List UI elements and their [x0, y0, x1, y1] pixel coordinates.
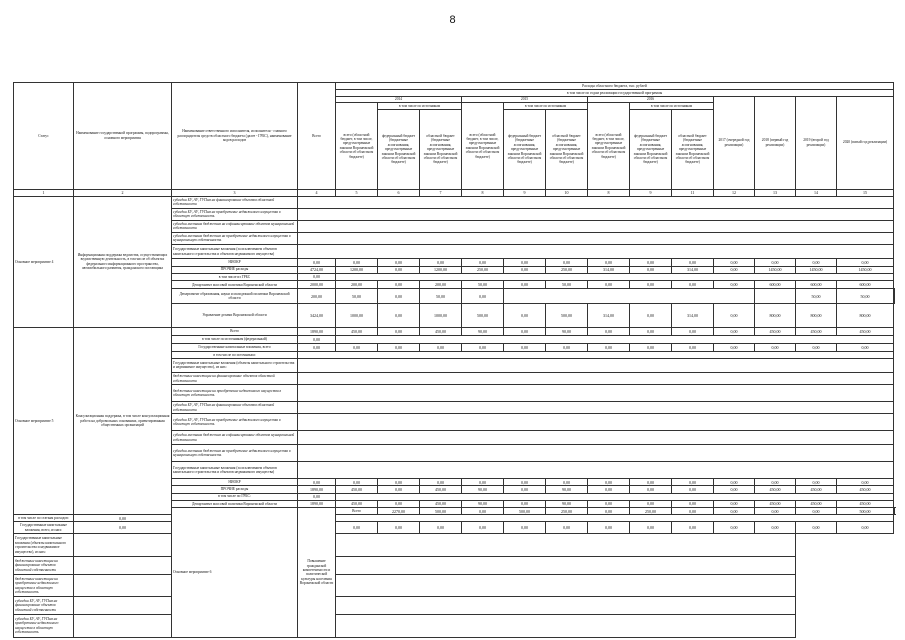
header-2014-obl: областной бюджет (бюджетные ассигнования, предусмотренные законом Воронежской области об областном бюджете) — [420, 110, 462, 190]
cell: 0,00 — [755, 479, 796, 486]
cell: 50,00 — [796, 289, 837, 303]
cell: 1890,00 — [298, 500, 336, 507]
measure6-status: Основное мероприятие 6 — [172, 507, 298, 637]
table-row — [14, 515, 895, 522]
cell: 0,00 — [672, 281, 714, 289]
cell: 0,00 — [630, 343, 672, 351]
cell: 0,00 — [298, 273, 336, 280]
cell: 0,00 — [588, 281, 630, 289]
row-label: НИОКР — [172, 259, 298, 266]
measure5-item: Государственные капитальные вложения (за исключением объектов капитального строительства и объектов недвижимого имущества) — [172, 462, 298, 479]
cell: 0,00 — [378, 266, 420, 273]
cell: 0,00 — [298, 343, 336, 351]
cell: 0,00 — [504, 328, 546, 336]
cell: 0,00 — [378, 303, 420, 327]
header-year-2017: 2017 (очередной год реализации) — [714, 96, 755, 189]
header-year-2014: 2014 — [336, 96, 462, 103]
cell: 800,00 — [796, 303, 837, 327]
header-2015-obl: областной бюджет (бюджетные ассигнования, предусмотренные законом Воронежской области об областном бюджете) — [546, 110, 588, 190]
measure5-item: в том числе по источникам: — [172, 352, 298, 359]
cell: 450,00 — [755, 500, 796, 507]
index-cell: 11 — [672, 189, 714, 196]
cell: 0,00 — [462, 522, 504, 534]
cell: 0,00 — [378, 281, 420, 289]
cell: 0,00 — [462, 343, 504, 351]
cell: 0,00 — [504, 479, 546, 486]
header-program: Наименование государственной программы, подпрограммы, основного мероприятия — [74, 83, 172, 190]
header-2014-all: всего (областной бюджет, в том числе, предусмотренные законом Воронежской области об областном бюджете) — [336, 103, 378, 189]
cell: 0,00 — [630, 500, 672, 507]
header-status: Статус — [14, 83, 74, 190]
cell: 0,00 — [298, 259, 336, 266]
cell: 0,00 — [546, 522, 588, 534]
cell: 0,00 — [630, 266, 672, 273]
header-total: Всего — [298, 83, 336, 190]
row-label: Всего — [172, 328, 298, 336]
cell: 1450,00 — [837, 266, 894, 273]
cell: 0,00 — [714, 259, 755, 266]
cell: 0,00 — [630, 303, 672, 327]
header-top-sub: в том числе по годам реализации государственной программы — [336, 90, 894, 97]
measure5-item: субсидии местным бюджетам на приобретение недвижимого имущества в муниципальную собственность — [172, 445, 298, 462]
cell: 250,00 — [462, 266, 504, 273]
cell: 0,00 — [462, 479, 504, 486]
measure4-item: субсидии БУ, АУ, ГУПам на приобретение недвижимого имущества в областную собственность — [172, 208, 298, 220]
cell: 600,00 — [796, 281, 837, 289]
header-2016-fed: федеральный бюджет (бюджетные ассигнования, предусмотренные законом Воронежской области об областном бюджете) — [630, 110, 672, 190]
header-2016-obl: областной бюджет (бюджетные ассигнования, предусмотренные законом Воронежской области об областном бюджете) — [672, 110, 714, 190]
cell: 2270,00 — [378, 507, 420, 514]
cell: 200,00 — [420, 281, 462, 289]
row-label: в том числе из ГРБС — [172, 273, 298, 280]
row-label: Департамент массовой политики Воронежской области — [172, 500, 298, 507]
cell: 0,00 — [378, 289, 420, 303]
cell: 2000,00 — [298, 281, 336, 289]
measure4-status: Основное мероприятие 4 — [14, 196, 74, 327]
cell: 0,00 — [546, 259, 588, 266]
cell: 450,00 — [420, 328, 462, 336]
cell: 800,00 — [755, 303, 796, 327]
cell: 0,00 — [462, 289, 504, 303]
cell: 0,00 — [796, 259, 837, 266]
measure4-item: Государственные капитальные вложения (за исключением объектов капитального строительства и объектов недвижимого имущества) — [172, 244, 298, 258]
cell: 600,00 — [755, 281, 796, 289]
cell: 0,00 — [504, 522, 546, 534]
cell: 0,00 — [837, 343, 894, 351]
index-cell: 15 — [837, 189, 894, 196]
cell: 0,00 — [336, 259, 378, 266]
cell: 0,00 — [672, 343, 714, 351]
cell: 0,00 — [672, 500, 714, 507]
cell: 0,00 — [755, 522, 796, 534]
cell: 0,00 — [462, 259, 504, 266]
cell: 500,00 — [837, 507, 894, 514]
cell: 0,00 — [837, 259, 894, 266]
cell: 0,00 — [630, 479, 672, 486]
header-2015-fed: федеральный бюджет (бюджетные ассигнования, предусмотренные законом Воронежской области об областном бюджете) — [504, 110, 546, 190]
cell: 1890,00 — [298, 486, 336, 493]
cell: 0,00 — [504, 259, 546, 266]
cell: 250,00 — [546, 266, 588, 273]
row-label: Государственные капитальные вложения, всего — [172, 343, 298, 351]
cell: 0,00 — [74, 522, 172, 534]
index-cell: 9 — [630, 189, 672, 196]
cell: 0,00 — [588, 507, 630, 514]
table-row — [14, 328, 895, 336]
cell: 0,00 — [504, 500, 546, 507]
header-executor: Наименование ответственного исполнителя, исполнителя - главного распорядителя средств областного бюджета (далее - ГРБС), наименование кодов расходов — [172, 83, 298, 190]
header-2016-all: всего (областной бюджет, в том числе, предусмотренные законом Воронежской области об областном бюджете) — [588, 103, 630, 189]
index-row — [14, 189, 895, 196]
cell: 0,00 — [462, 507, 504, 514]
cell: 1200,00 — [336, 266, 378, 273]
cell: 3424,00 — [298, 303, 336, 327]
cell: 450,00 — [755, 486, 796, 493]
cell: 0,00 — [755, 343, 796, 351]
cell: 0,00 — [588, 522, 630, 534]
cell — [894, 507, 895, 514]
cell: 0,00 — [796, 507, 837, 514]
cell: 90,00 — [546, 328, 588, 336]
index-cell: 1 — [14, 189, 74, 196]
cell: 0,00 — [755, 259, 796, 266]
cell: 0,00 — [336, 522, 378, 534]
header-2016-incl: в том числе по источникам — [630, 103, 714, 110]
cell: 1200,00 — [420, 266, 462, 273]
cell: 0,00 — [672, 259, 714, 266]
cell: 0,00 — [504, 266, 546, 273]
cell: 0,00 — [714, 500, 755, 507]
header-year-2020: 2020 (пятый год реализации) — [837, 96, 894, 189]
cell: 0,00 — [630, 259, 672, 266]
cell: 0,00 — [714, 479, 755, 486]
cell: 50,00 — [546, 281, 588, 289]
measure6-item: бюджетные инвестиции на финансирование объектов областной собственности — [14, 557, 74, 574]
cell: 800,00 — [837, 303, 894, 327]
header-2014-incl: в том числе по источникам — [378, 103, 462, 110]
cell: 0,00 — [588, 479, 630, 486]
cell: 0,00 — [672, 486, 714, 493]
cell: 0,00 — [546, 343, 588, 351]
cell: 0,00 — [504, 281, 546, 289]
cell: 0,00 — [378, 343, 420, 351]
cell: 0,00 — [837, 522, 894, 534]
cell: 1450,00 — [796, 266, 837, 273]
measure4-item: субсидии местным бюджетам на приобретение недвижимого имущества в муниципальную собственность — [172, 232, 298, 244]
measure6-item: субсидии БУ, АУ, ГУПам на финансирование объектов областной собственности — [14, 597, 74, 614]
cell: 0,00 — [378, 522, 420, 534]
cell: 500,00 — [462, 303, 504, 327]
row-label: в том числе по ГРБС: — [172, 493, 298, 500]
measure4-name: Информационная поддержка ведомства, осуществляющих ведомственную деятельность, в том числе об объектах федерального информационного пространства, автомобильного развития, гражданского поставщика — [74, 196, 172, 327]
measure6-item: субсидии БУ, АУ, ГУПам на приобретение недвижимого имущества в областную собственность — [14, 614, 74, 637]
cell: 0,00 — [672, 328, 714, 336]
row-label: Всего — [336, 507, 378, 514]
cell: 0,00 — [714, 486, 755, 493]
cell: 0,00 — [378, 500, 420, 507]
row-label: в том числе по статьям расходов: — [14, 515, 74, 522]
measure5-item: субсидии местным бюджетам на софинансирование объектов муниципальной собственности — [172, 430, 298, 444]
cell: 0,00 — [714, 522, 755, 534]
cell: 450,00 — [796, 486, 837, 493]
cell: 50,00 — [462, 281, 504, 289]
index-cell: 14 — [796, 189, 837, 196]
row-label: ПРОЧИЕ расходы — [172, 266, 298, 273]
row-label: Государственные капитальные вложения, всего, из них: — [14, 522, 74, 534]
cell: 90,00 — [546, 486, 588, 493]
cell: 50,00 — [420, 289, 462, 303]
cell: 314,00 — [672, 266, 714, 273]
cell: 0,00 — [796, 522, 837, 534]
cell: 314,00 — [588, 303, 630, 327]
row-label: Управление делами Воронежской области — [172, 303, 298, 327]
cell: 450,00 — [837, 328, 894, 336]
index-cell: 3 — [172, 189, 298, 196]
cell: 0,00 — [714, 343, 755, 351]
cell: 0,00 — [420, 522, 462, 534]
cell: 450,00 — [420, 500, 462, 507]
index-cell: 8 — [588, 189, 630, 196]
index-cell: 13 — [755, 189, 796, 196]
header-2015-incl: в том числе по источникам — [504, 103, 588, 110]
header-top: Расходы областного бюджета, тыс. рублей — [336, 83, 894, 90]
cell: 0,00 — [504, 486, 546, 493]
cell: 0,00 — [672, 507, 714, 514]
cell: 314,00 — [672, 303, 714, 327]
cell: 200,00 — [298, 289, 336, 303]
cell: 0,00 — [588, 486, 630, 493]
row-label: Департамент образования, науки и молодежной политики Воронежской области — [172, 289, 298, 303]
cell: 500,00 — [546, 303, 588, 327]
row-label: Департамент массовой политики Воронежской области — [172, 281, 298, 289]
row-label: ПРОЧИЕ расходы — [172, 486, 298, 493]
cell: 0,00 — [378, 328, 420, 336]
cell: 0,00 — [378, 259, 420, 266]
header-year-2019: 2019 (второй год реализации) — [796, 96, 837, 189]
cell: 4724,00 — [298, 266, 336, 273]
cell: 0,00 — [755, 507, 796, 514]
header-year-2016: 2016 — [588, 96, 714, 103]
index-cell: 2 — [74, 189, 172, 196]
cell: 250,00 — [546, 507, 588, 514]
cell: 0,00 — [630, 486, 672, 493]
cell: 0,00 — [298, 479, 336, 486]
cell: 0,00 — [420, 479, 462, 486]
cell: 90,00 — [462, 486, 504, 493]
cell: 1890,00 — [298, 328, 336, 336]
cell: 1450,00 — [755, 266, 796, 273]
cell — [837, 289, 894, 303]
measure5-status: Основное мероприятие 5 — [14, 328, 74, 515]
cell: 450,00 — [837, 486, 894, 493]
cell: 450,00 — [837, 500, 894, 507]
table-row — [14, 522, 895, 534]
cell: 200,00 — [336, 281, 378, 289]
cell: 0,00 — [714, 281, 755, 289]
measure5-item: субсидии БУ, АУ, ГУПам на приобретение недвижимого имущества в областную собственность — [172, 414, 298, 431]
cell: 250,00 — [630, 507, 672, 514]
cell: 0,00 — [796, 343, 837, 351]
measure5-item: Государственные капитальные вложения (объекты капитального строительства и недвижимое имущество), из них: — [172, 358, 298, 372]
cell: 0,00 — [796, 479, 837, 486]
cell: 0,00 — [630, 522, 672, 534]
cell: 0,00 — [588, 500, 630, 507]
cell: 0,00 — [630, 328, 672, 336]
cell: 0,00 — [378, 479, 420, 486]
cell: 600,00 — [837, 281, 894, 289]
index-cell: 8 — [462, 189, 504, 196]
cell: 0,00 — [588, 328, 630, 336]
measure6-item: Государственные капитальные вложения (объекты капитального строительства и недвижимое имущество), из них: — [14, 534, 74, 557]
cell: 0,00 — [837, 479, 894, 486]
cell: 0,00 — [588, 343, 630, 351]
cell: 0,00 — [504, 303, 546, 327]
cell: 0,00 — [714, 507, 755, 514]
cell: 450,00 — [336, 486, 378, 493]
measure6-name: Повышение гражданской компетентности и политической культуры населения Воронежской области — [298, 507, 336, 637]
cell: 450,00 — [755, 328, 796, 336]
cell: 0,00 — [74, 515, 172, 522]
cell: 1000,00 — [336, 303, 378, 327]
cell: 450,00 — [796, 328, 837, 336]
measure5-item: субсидии БУ, АУ, ГУПам на финансирование объектов областной собственности — [172, 402, 298, 414]
measure4-item: субсидии местным бюджетам на софинансирование объектов муниципальной собственности — [172, 220, 298, 232]
cell: 450,00 — [336, 328, 378, 336]
measure6-item: бюджетные инвестиции на приобретение недвижимого имущества в областную собственность — [14, 574, 74, 597]
cell: 0,00 — [298, 493, 336, 500]
index-cell: 9 — [504, 189, 546, 196]
cell: 500,00 — [420, 507, 462, 514]
cell: 0,00 — [714, 328, 755, 336]
header-year-2015: 2015 — [462, 96, 588, 103]
header-2015-all: всего (областной бюджет, в том числе, предусмотренные законом Воронежской области об областном бюджете) — [462, 103, 504, 189]
cell: 314,00 — [588, 266, 630, 273]
cell: 0,00 — [546, 479, 588, 486]
cell: 0,00 — [420, 259, 462, 266]
cell: 450,00 — [420, 486, 462, 493]
page-number: 8 — [449, 14, 456, 26]
budget-table — [13, 82, 895, 638]
measure5-item: бюджетные инвестиции на приобретение недвижимого имущества в областную собственность — [172, 385, 298, 402]
cell: 450,00 — [336, 500, 378, 507]
cell: 0,00 — [378, 486, 420, 493]
cell: 0,00 — [298, 336, 336, 343]
cell: 0,00 — [672, 479, 714, 486]
header-2014-fed: федеральный бюджет (бюджетные ассигнования, предусмотренные законом Воронежской области об областном бюджете) — [378, 110, 420, 190]
measure5-item: бюджетные инвестиции на финансирование объектов областной собственности — [172, 373, 298, 385]
cell: 90,00 — [462, 500, 504, 507]
cell: 0,00 — [714, 266, 755, 273]
row-label: в том числе по источникам (федеральный) — [172, 336, 298, 343]
row-label: НИОКР — [172, 479, 298, 486]
index-cell: 5 — [336, 189, 378, 196]
cell: 0,00 — [630, 281, 672, 289]
index-cell: 6 — [378, 189, 420, 196]
cell: 90,00 — [546, 500, 588, 507]
header-year-2018: 2018 (первый год реализации) — [755, 96, 796, 189]
index-cell: 12 — [714, 189, 755, 196]
cell: 0,00 — [504, 343, 546, 351]
cell: 0,00 — [420, 343, 462, 351]
index-cell: 7 — [420, 189, 462, 196]
cell: 500,00 — [504, 507, 546, 514]
cell: 0,00 — [672, 522, 714, 534]
cell: 90,00 — [462, 328, 504, 336]
index-cell: 4 — [298, 189, 336, 196]
cell: 0,00 — [336, 479, 378, 486]
measure5-name: Консультационная поддержка, в том числе консультационная работа на добровольных основаниях, ориентированная общественных организаций — [74, 328, 172, 515]
cell: 0,00 — [336, 343, 378, 351]
index-cell: 10 — [546, 189, 588, 196]
cell: 1000,00 — [420, 303, 462, 327]
cell: 0,00 — [588, 259, 630, 266]
cell: 50,00 — [336, 289, 378, 303]
cell: 0,00 — [714, 303, 755, 327]
measure4-item: субсидии БУ, АУ, ГУПам на финансирование объектов областной собственности — [172, 196, 298, 208]
cell: 450,00 — [796, 500, 837, 507]
